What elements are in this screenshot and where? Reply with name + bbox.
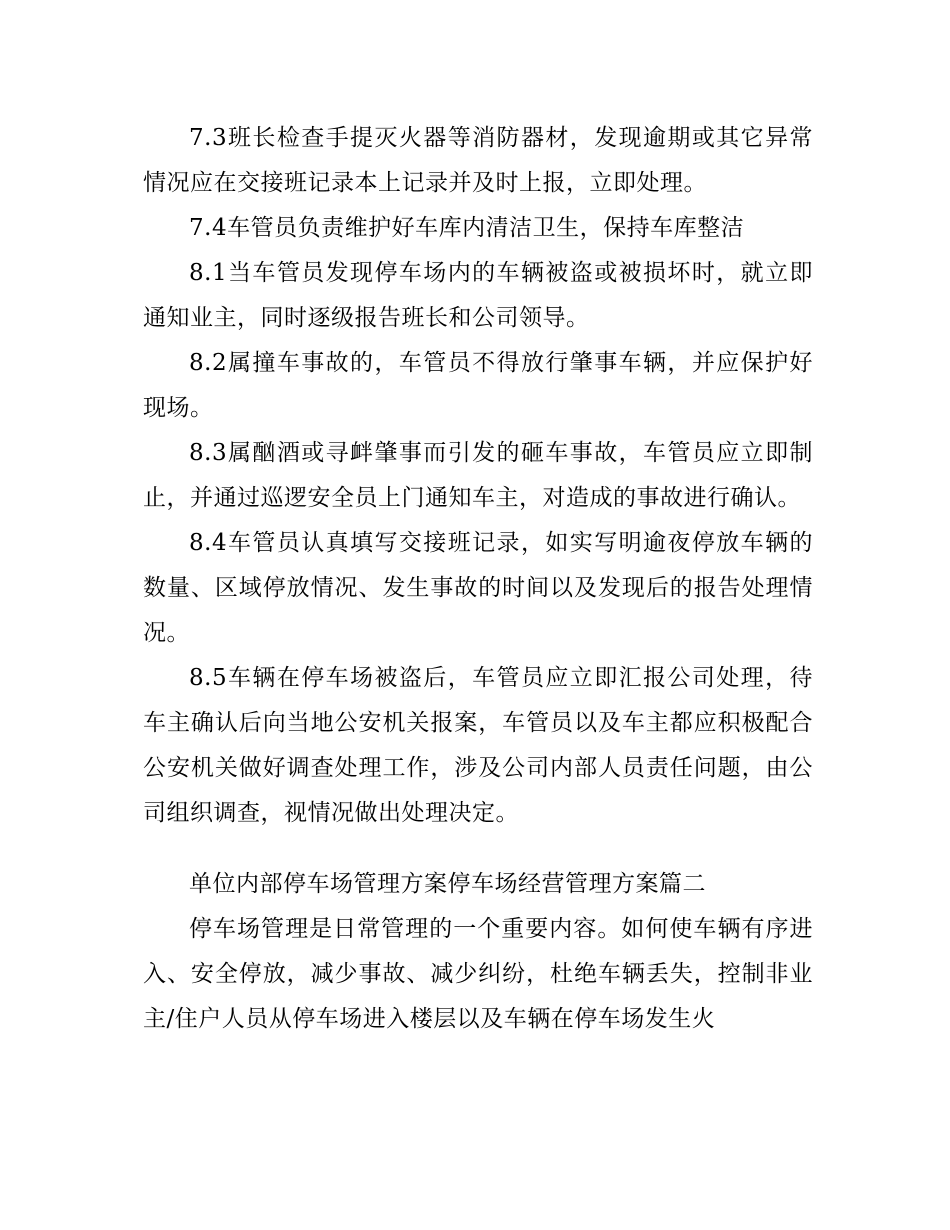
paragraph-8-2: 8.2属撞车事故的，车管员不得放行肇事车辆，并应保护好现场。 [143, 350, 813, 421]
paragraph-7-4: 7.4车管员负责维护好车库内清洁卫生，保持车库整洁 [189, 215, 745, 241]
part-two-intro: 停车场管理是日常管理的一个重要内容。如何使车辆有序进入、安全停放，减少事故、减少纠纷，杜绝车辆丢失，控制非业主/住户人员从停车场进入楼层以及车辆在停车场发生火 [143, 916, 813, 1032]
paragraph-8-5: 8.5车辆在停车场被盗后，车管员应立即汇报公司处理，待车主确认后向当地公安机关报案，车管员以及车主都应积极配合公安机关做好调查处理工作，涉及公司内部人员责任问题，由公司组织调查，视情况做出处理决定。 [143, 665, 813, 826]
document-body [143, 116, 813, 1042]
section-spacer [143, 836, 813, 862]
paragraph-7-3: 7.3班长检查手提灭火器等消防器材，发现逾期或其它异常情况应在交接班记录本上记录并及时上报，立即处理。 [143, 125, 813, 196]
part-two-heading: 单位内部停车场管理方案停车场经营管理方案篇二 [189, 871, 706, 897]
paragraph-8-3: 8.3属酗酒或寻衅肇事而引发的砸车事故，车管员应立即制止，并通过巡逻安全员上门通知车主，对造成的事故进行确认。 [143, 440, 813, 511]
paragraph-8-1: 8.1当车管员发现停车场内的车辆被盗或被损坏时，就立即通知业主，同时逐级报告班长和公司领导。 [143, 260, 813, 331]
paragraph-8-4: 8.4车管员认真填写交接班记录，如实写明逾夜停放车辆的数量、区域停放情况、发生事故的时间以及发现后的报告处理情况。 [143, 530, 813, 646]
